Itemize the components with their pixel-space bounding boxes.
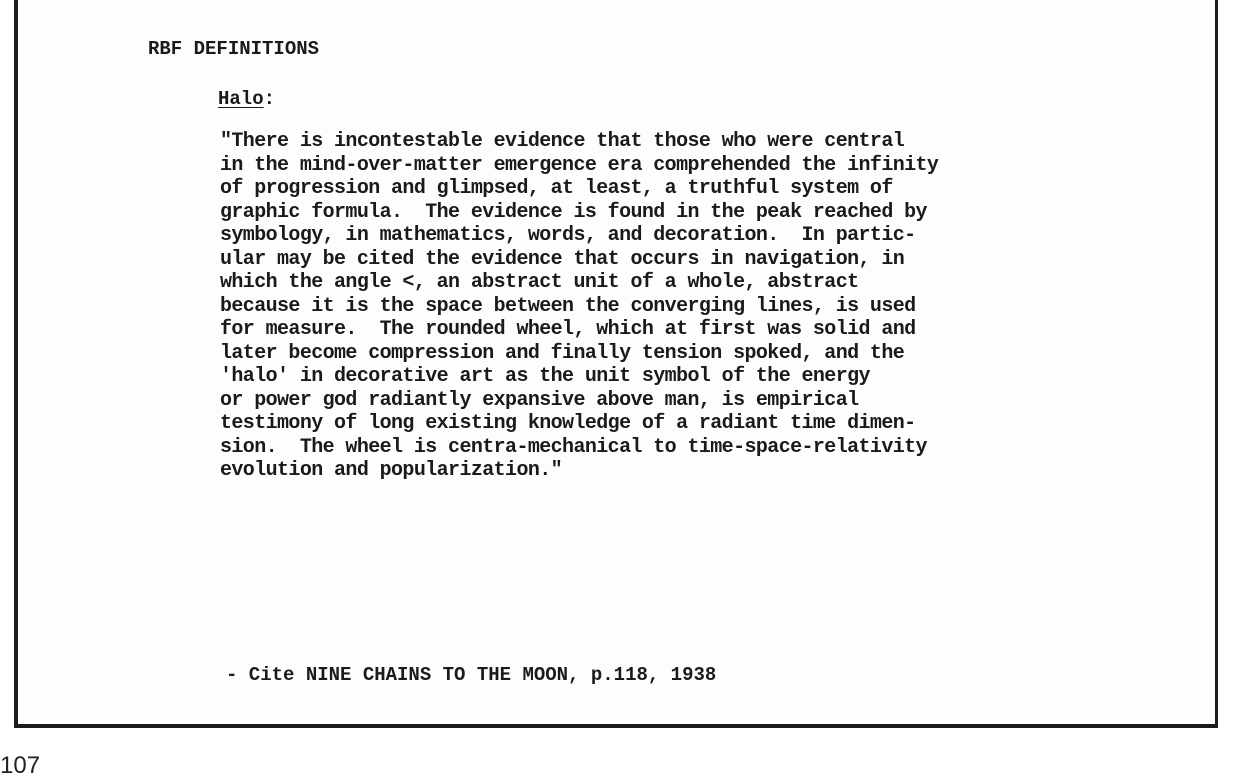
page-number: 107: [0, 752, 41, 779]
quote-line: graphic formula. The evidence is found in the peak reached by: [220, 200, 927, 224]
quote-line: sion. The wheel is centra-mechanical to time-space-relativity: [220, 435, 927, 459]
document-header: RBF DEFINITIONS: [148, 38, 320, 60]
definition-quote: [220, 130, 938, 483]
quote-line: 'halo' in decorative art as the unit symbol of the energy: [220, 365, 870, 388]
quote-line: ular may be cited the evidence that occurs in navigation, in: [220, 247, 905, 271]
quote-line: for measure. The rounded wheel, which at first was solid and: [220, 318, 916, 341]
quote-line: of progression and glimpsed, at least, a truthful system of: [220, 177, 893, 200]
quote-line: which the angle <, an abstract unit of a whole, abstract: [220, 271, 859, 294]
quote-line: "There is incontestable evidence that those who were central: [220, 130, 905, 153]
quote-line: evolution and popularization.": [220, 459, 563, 482]
quote-line: testimony of long existing knowledge of a radiant time dimen-: [220, 412, 916, 435]
quote-line: symbology, in mathematics, words, and decoration. In partic-: [220, 224, 916, 247]
quote-line: in the mind-over-matter emergence era comprehended the infinity: [220, 153, 939, 177]
term-colon: :: [263, 88, 276, 110]
quote-line: or power god radiantly expansive above man, is empirical: [220, 388, 859, 412]
quote-line: later become compression and finally tension spoked, and the: [220, 341, 905, 365]
quote-line: because it is the space between the converging lines, is used: [220, 294, 916, 318]
term-heading: [218, 88, 275, 110]
term-word: Halo: [218, 88, 264, 110]
citation: - Cite NINE CHAINS TO THE MOON, p.118, 1938: [226, 664, 717, 686]
